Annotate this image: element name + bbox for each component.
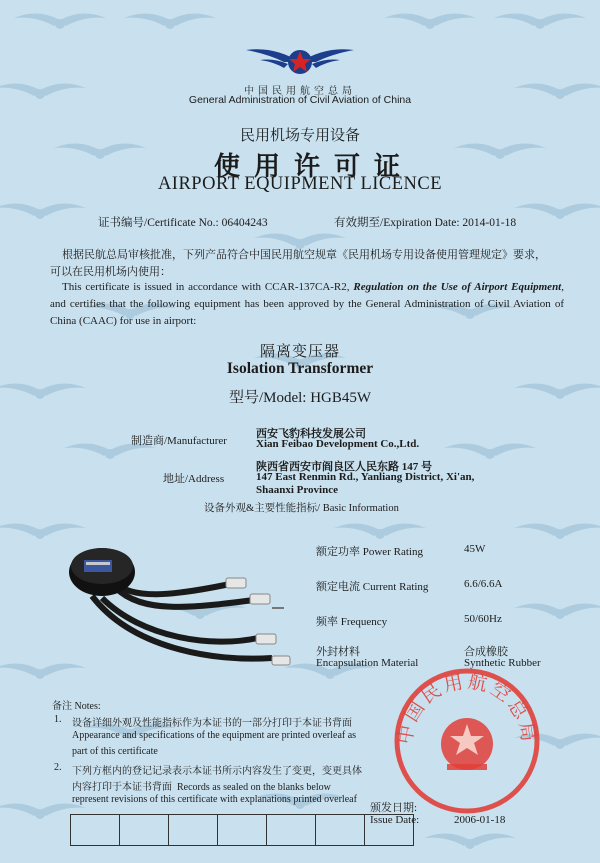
manufacturer-label: 制造商/Manufacturer [131, 435, 227, 447]
spec-material-value: Synthetic Rubber [464, 657, 541, 669]
revision-box [316, 815, 365, 845]
issue-date: 2006-01-18 [454, 814, 506, 826]
statement-en-part2: , and certifies that the following equipment has been approved by the General Administration of Civil Aviation of China (CAAC) for use in airport: [50, 281, 564, 327]
manufacturer-name-cn: 西安飞豹科技发展公司 [256, 428, 366, 440]
issue-date-label-cn: 颁发日期: [370, 802, 418, 814]
revision-box [71, 815, 120, 845]
title-en: AIRPORT EQUIPMENT LICENCE [157, 174, 443, 194]
spec-frequency-value: 50/60Hz [464, 613, 502, 625]
model-row [0, 386, 600, 407]
issue-date-label-en: Issue Date: [370, 814, 420, 826]
note1-en-line2: part of this certificate [72, 746, 158, 757]
note2-number: 2. [54, 762, 62, 773]
note1-number: 1. [54, 714, 62, 725]
statement-cn-line1: 根据民航总局审核批准，下列产品符合中国民用航空规章《民用机场专用设备使用管理规定》要求， [62, 249, 546, 261]
note1-cn: 设备详细外观及性能指标作为本证书的一部分打印于本证书背面 [72, 718, 352, 729]
product-name-en: Isolation Transformer [226, 360, 374, 377]
revision-record-boxes [70, 814, 414, 846]
authority-name-cn: 中国民用航空总局 [244, 86, 356, 97]
certificate-number-row [98, 214, 268, 230]
revision-box [218, 815, 267, 845]
statement-cn-line2: 可以在民用机场内使用： [50, 266, 171, 278]
address-label: 地址/Address [163, 473, 225, 485]
model-value: HGB45W [310, 390, 372, 406]
revision-box [120, 815, 169, 845]
product-name-cn: 隔离变压器 [259, 343, 340, 360]
spec-current-value: 6.6/6.6A [464, 578, 503, 590]
spec-frequency-label: 频率 Frequency [316, 616, 388, 628]
spec-material-value-cn: 合成橡胶 [464, 646, 508, 658]
seal-text: 中国民用航空总局 [394, 670, 540, 746]
note2-en-line2: represent revisions of this certificate with explanations printed overleaf [72, 794, 357, 805]
title-cn: 使用许可证 [213, 151, 414, 181]
manufacturer-name-en: Xian Feibao Development Co.,Ltd. [256, 438, 420, 450]
note1-en-line1: Appearance and specifications of the equipment are printed overleaf as [72, 730, 357, 741]
isolation-transformer-image [62, 538, 302, 688]
spec-power-value: 45W [464, 543, 486, 555]
address-en-line1: 147 East Renmin Rd., Yanliang District, Xi'an, [256, 471, 475, 483]
authority-name-en: General Administration of Civil Aviation of China [188, 94, 412, 106]
revision-box [169, 815, 218, 845]
caac-emblem-icon [244, 40, 356, 80]
expiry-date: 2014-01-18 [462, 217, 517, 229]
statement-en [50, 279, 564, 330]
notes-title: 备注 Notes: [52, 701, 101, 712]
spec-material-label-en: Encapsulation Material [316, 657, 419, 669]
certificate-number: 06404243 [221, 217, 268, 229]
expiry-label: 有效期至/Expiration Date: [334, 217, 460, 229]
note2-cn-line2: 内容打印于本证书背面 Records as sealed on the blanks below [72, 782, 331, 793]
expiry-row [334, 214, 516, 230]
address-en-line2: Shaanxi Province [256, 484, 339, 496]
spec-material-label-cn: 外封材料 [316, 646, 360, 658]
spec-power-label: 额定功率 Power Rating [316, 546, 423, 558]
model-label: 型号/Model: [228, 390, 307, 406]
statement-regulation: Regulation on the Use of Airport Equipment [353, 281, 562, 293]
spec-current-label: 额定电流 Current Rating [316, 581, 429, 593]
subtitle-cn: 民用机场专用设备 [239, 127, 360, 144]
basic-info-label: 设备外观&主要性能指标/ Basic Information [204, 503, 399, 514]
address-cn: 陕西省西安市阎良区人民东路 147 号 [256, 461, 432, 473]
certificate-number-label: 证书编号/Certificate No.: [98, 217, 219, 229]
statement-en-part1: This certificate is issued in accordance with CCAR-137CA-R2, [62, 281, 354, 293]
revision-box [267, 815, 316, 845]
note2-cn-line1: 下列方框内的登记记录表示本证书所示内容发生了变更，变更具体 [72, 766, 362, 777]
official-seal-icon [392, 666, 542, 816]
